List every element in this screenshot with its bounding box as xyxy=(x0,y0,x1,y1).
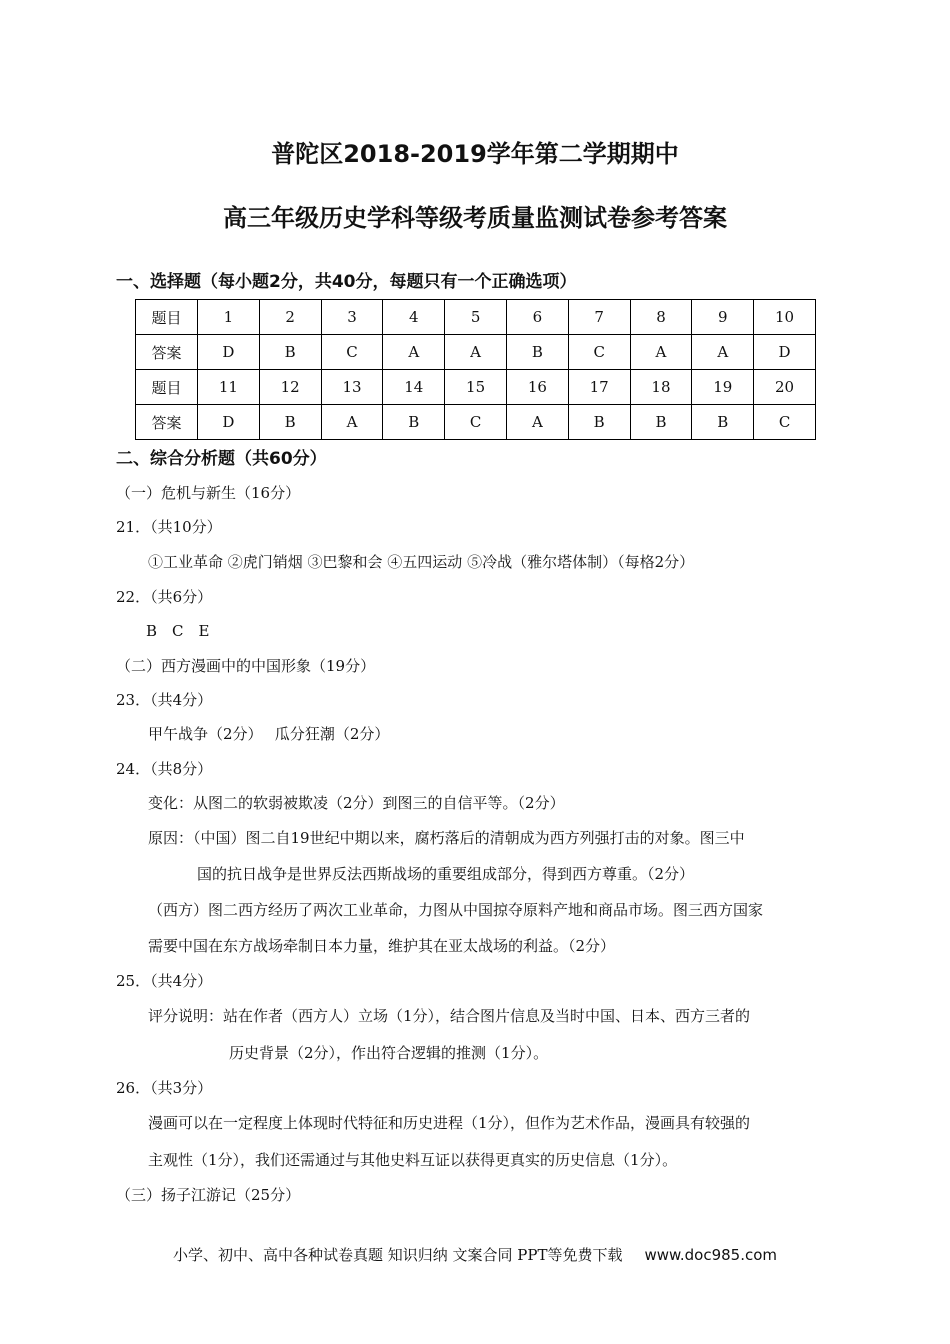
question-cell: 9 xyxy=(692,300,754,335)
answer-cell: B xyxy=(630,405,692,440)
q24-line: 国的抗日战争是世界反法西斯战场的重要组成部分，得到西方尊重。（2分） xyxy=(197,865,695,883)
question-cell: 15 xyxy=(445,370,507,405)
q24-line: （西方）图二西方经历了两次工业革命，力图从中国掠夺原料产地和商品市场。图三西方国家 xyxy=(148,901,764,919)
answer-cell: A xyxy=(692,335,754,370)
question-cell: 18 xyxy=(630,370,692,405)
answer-cell: B xyxy=(568,405,630,440)
question-cell: 10 xyxy=(754,300,816,335)
answer-cell: A xyxy=(383,335,445,370)
answer-row xyxy=(136,335,816,370)
answer-cell: C xyxy=(321,335,383,370)
q25-line: 评分说明：站在作者（西方人）立场（1分），结合图片信息及当时中国、日本、西方三者的 xyxy=(148,1007,751,1025)
q26-line: 漫画可以在一定程度上体现时代特征和历史进程（1分），但作为艺术作品，漫画具有较强的 xyxy=(148,1114,751,1132)
answer-table xyxy=(135,299,816,440)
question-cell: 13 xyxy=(321,370,383,405)
answer-cell: C xyxy=(445,405,507,440)
q26-heading: 26．（共3分） xyxy=(116,1079,213,1097)
question-cell: 19 xyxy=(692,370,754,405)
answer-cell: A xyxy=(506,405,568,440)
part2-heading: （二）西方漫画中的中国形象（19分） xyxy=(116,657,376,675)
answer-cell: D xyxy=(198,335,260,370)
answer-label-cell: 答案 xyxy=(136,335,198,370)
q23-heading: 23．（共4分） xyxy=(116,691,213,709)
answer-cell: B xyxy=(383,405,445,440)
section1-heading: 一、选择题（每小题2分，共40分，每题只有一个正确选项） xyxy=(116,272,577,292)
q26-line: 主观性（1分），我们还需通过与其他史料互证以获得更真实的历史信息（1分）。 xyxy=(148,1151,678,1169)
answer-label-cell: 答案 xyxy=(136,405,198,440)
title-line-2: 高三年级历史学科等级考质量监测试卷参考答案 xyxy=(223,204,727,232)
answer-cell: D xyxy=(754,335,816,370)
section2-heading: 二、综合分析题（共60分） xyxy=(116,449,327,469)
q24-line: 变化：从图二的软弱被欺凌（2分）到图三的自信平等。（2分） xyxy=(148,794,565,812)
answer-cell: B xyxy=(259,405,321,440)
question-cell: 7 xyxy=(568,300,630,335)
question-cell: 5 xyxy=(445,300,507,335)
question-cell: 12 xyxy=(259,370,321,405)
q24-line: 需要中国在东方战场牵制日本力量，维护其在亚太战场的利益。（2分） xyxy=(148,937,616,955)
q21-heading: 21．（共10分） xyxy=(116,518,222,536)
question-row xyxy=(136,300,816,335)
q23-answer: 甲午战争（2分） 瓜分狂潮（2分） xyxy=(148,725,390,743)
answer-cell: A xyxy=(321,405,383,440)
answer-cell: B xyxy=(259,335,321,370)
q24-line: 原因：（中国）图二自19世纪中期以来，腐朽落后的清朝成为西方列强打击的对象。图三中 xyxy=(148,829,745,847)
answer-cell: C xyxy=(568,335,630,370)
question-cell: 17 xyxy=(568,370,630,405)
question-label-cell: 题目 xyxy=(136,370,198,405)
question-cell: 3 xyxy=(321,300,383,335)
question-cell: 8 xyxy=(630,300,692,335)
question-cell: 20 xyxy=(754,370,816,405)
part3-heading: （三）扬子江游记（25分） xyxy=(116,1186,301,1204)
q25-heading: 25．（共4分） xyxy=(116,972,213,990)
q24-heading: 24．（共8分） xyxy=(116,760,213,778)
part1-heading: （一）危机与新生（16分） xyxy=(116,484,301,502)
question-cell: 14 xyxy=(383,370,445,405)
footer xyxy=(0,1244,950,1265)
q21-answer: ①工业革命 ②虎门销烟 ③巴黎和会 ④五四运动 ⑤冷战（雅尔塔体制）（每格2分） xyxy=(148,553,695,571)
answer-cell: B xyxy=(692,405,754,440)
question-cell: 2 xyxy=(259,300,321,335)
question-cell: 6 xyxy=(506,300,568,335)
q22-answer: B C E xyxy=(146,622,210,640)
footer-text: 小学、初中、高中各种试卷真题 知识归纳 文案合同 PPT等免费下载 xyxy=(172,1246,623,1264)
answer-row xyxy=(136,405,816,440)
answer-cell: D xyxy=(198,405,260,440)
answer-cell: A xyxy=(630,335,692,370)
answer-cell: A xyxy=(445,335,507,370)
question-cell: 11 xyxy=(198,370,260,405)
q22-heading: 22．（共6分） xyxy=(116,588,213,606)
question-label-cell: 题目 xyxy=(136,300,198,335)
q25-line: 历史背景（2分），作出符合逻辑的推测（1分）。 xyxy=(229,1044,549,1062)
question-row xyxy=(136,370,816,405)
answer-cell: B xyxy=(506,335,568,370)
question-cell: 16 xyxy=(506,370,568,405)
question-cell: 4 xyxy=(383,300,445,335)
answer-cell: C xyxy=(754,405,816,440)
question-cell: 1 xyxy=(198,300,260,335)
title-line-1: 普陀区2018-2019学年第二学期期中 xyxy=(271,140,679,168)
footer-url[interactable]: www.doc985.com xyxy=(644,1246,778,1264)
